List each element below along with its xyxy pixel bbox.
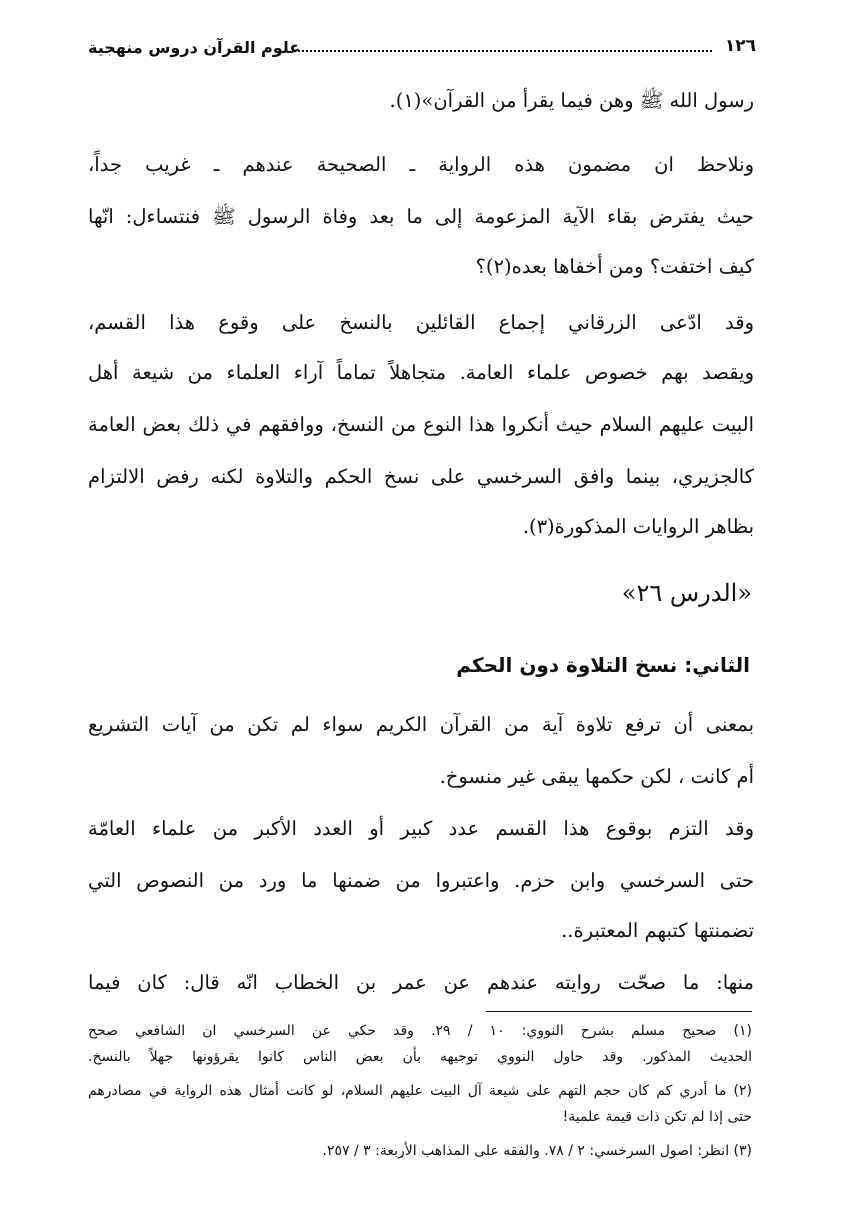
book-title: علوم القرآن دروس منهجية xyxy=(88,38,301,57)
footnote-line: (١) صحيح مسلم بشرح النووي: ١٠ / ٢٩. وقد حكي عن السرخسي ان الشافعي صحح xyxy=(88,1023,752,1039)
section-heading: الثاني: نسخ التلاوة دون الحكم xyxy=(456,653,750,677)
body-line: تضمنتها كتبهم المعتبرة.. xyxy=(561,919,754,942)
header-leader-dots xyxy=(294,50,712,52)
body-line: بظاهر الروايات المذكورة(٣). xyxy=(522,515,754,538)
lesson-title: «الدرس ٢٦» xyxy=(621,579,752,607)
body-line: وقد ادّعى الزرقاني إجماع القائلين بالنسخ على وقوع هذا القسم، xyxy=(88,311,754,334)
footnote-rule xyxy=(486,1011,752,1012)
running-header xyxy=(88,34,756,62)
body-line: وقد التزم بوقوع هذا القسم عدد كبير أو العدد الأكبر من علماء العامّة xyxy=(88,817,754,840)
footnote-line: الحديث المذكور. وقد حاول النووي توجيهه بأن بعض الناس كانوا يقرؤونها جهلاً بالنسخ. xyxy=(88,1049,752,1065)
body-line: بمعنى أن ترفع تلاوة آية من القرآن الكريم سواء لم تكن من آيات التشريع xyxy=(88,713,754,736)
body-line: كيف اختفت؟ ومن أخفاها بعده(٢)؟ xyxy=(475,255,754,278)
body-line: البيت عليهم السلام حيث أنكروا هذا النوع من النسخ، ووافقهم في ذلك بعض العامة xyxy=(88,413,754,436)
footnote-line: (٣) انظر: اصول السرخسي: ٢ / ٧٨. والفقه على المذاهب الأربعة: ٣ / ٢٥٧. xyxy=(322,1143,752,1159)
body-line: ونلاحظ ان مضمون هذه الرواية ـ الصحيحة عندهم ـ غريب جداً، xyxy=(88,153,754,176)
body-line: حتى السرخسي وابن حزم. واعتبروا من ضمنها ما ورد من النصوص التي xyxy=(88,869,754,892)
page-number: ١٢٦ xyxy=(724,36,756,56)
footnote-line: حتى إذا لم تكن ذات قيمة علمية! xyxy=(562,1109,752,1125)
footnote-line: (٢) ما أدري كم كان حجم التهم على شيعة آل البيت عليهم السلام، لو كانت أمثال هذه الرواية في مصادرهم xyxy=(88,1083,752,1099)
body-line: أم كانت ، لكن حكمها يبقى غير منسوخ. xyxy=(439,765,754,788)
body-line: حيث يفترض بقاء الآية المزعومة إلى ما بعد وفاة الرسول ﷺ فنتساءل: انّها xyxy=(88,205,754,228)
body-line: كالجزيري، بينما وافق السرخسي على نسخ الحكم والتلاوة لكنه رفض الالتزام xyxy=(88,465,754,488)
body-line: رسول الله ﷺ وهن فيما يقرأ من القرآن»(١). xyxy=(389,89,754,112)
body-line: ويقصد بهم خصوص علماء العامة. متجاهلاً تماماً آراء العلماء من شيعة أهل xyxy=(88,361,755,384)
body-line: منها: ما صحّت روايته عندهم عن عمر بن الخطاب انّه قال: كان فيما xyxy=(88,971,754,994)
